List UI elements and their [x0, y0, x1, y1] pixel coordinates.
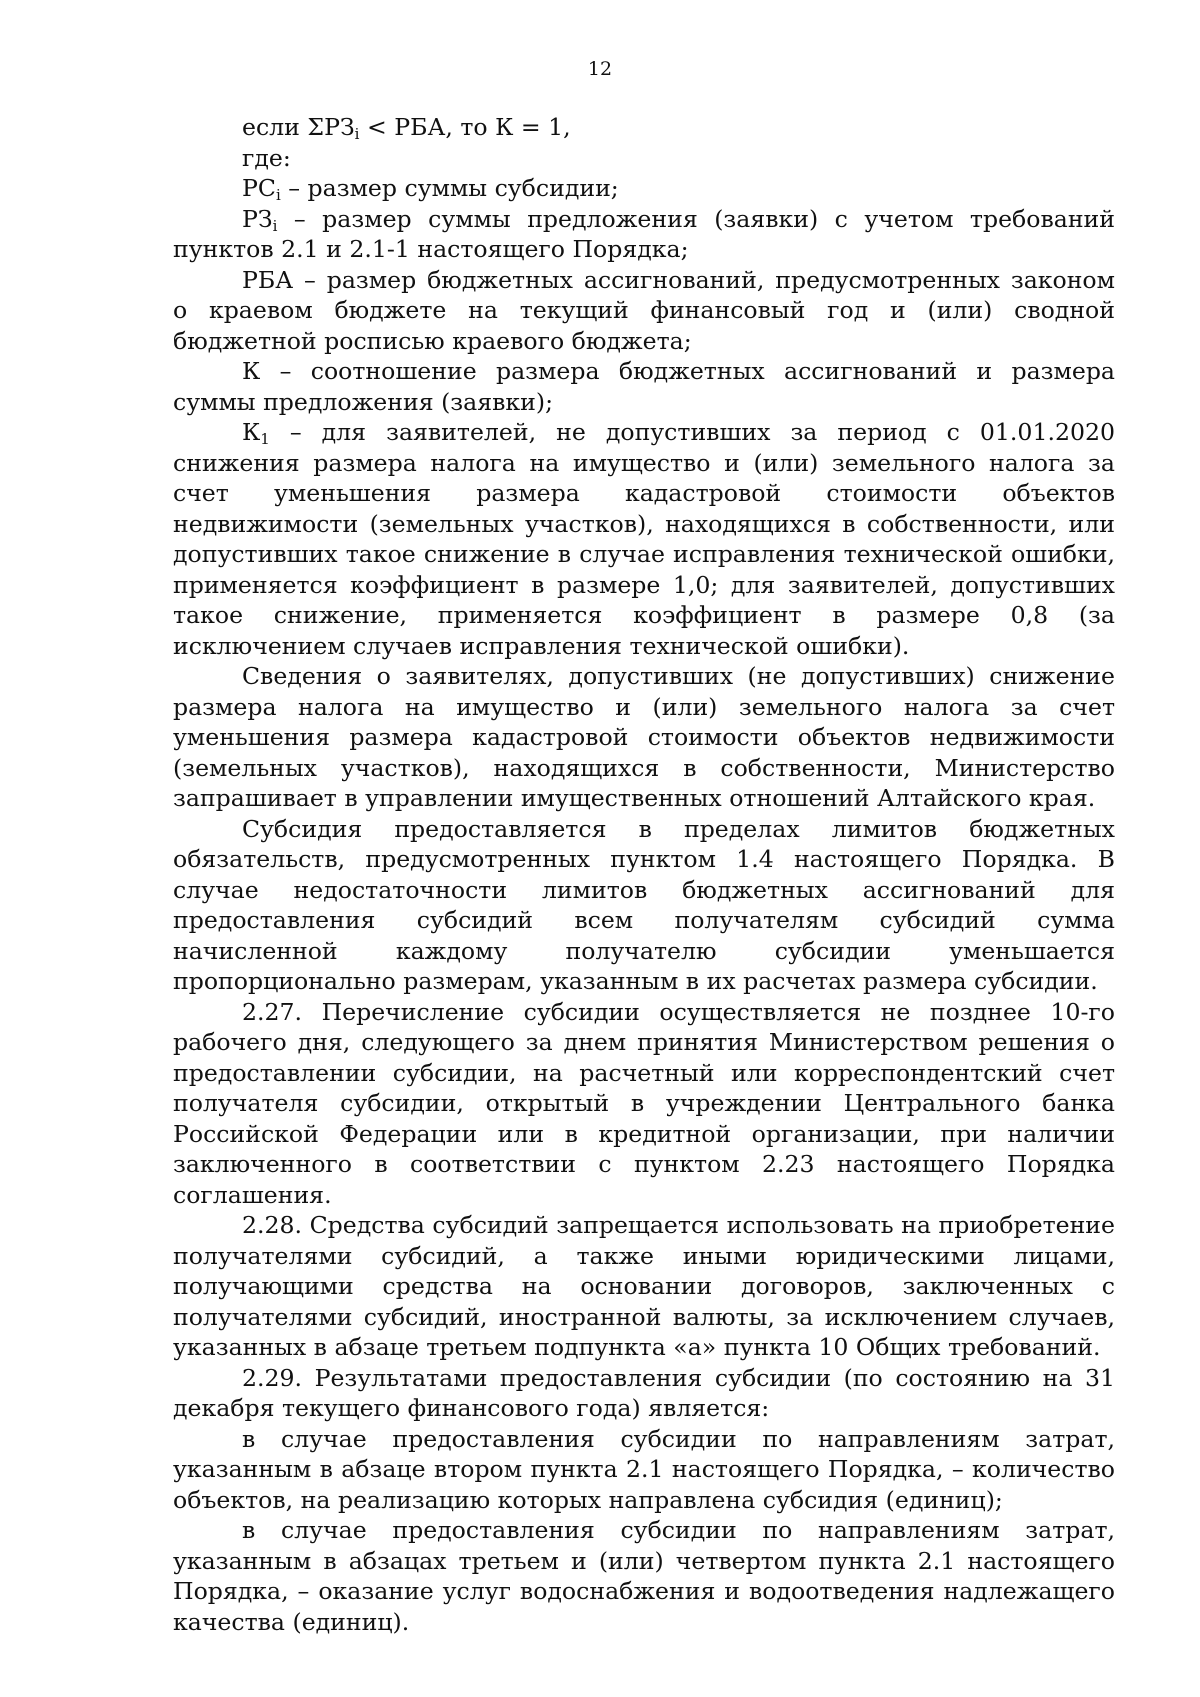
- definition-rba: РБА – размер бюджетных ассигнований, предусмотренных законом о краевом бюджете на текущий финансовый год и (или) сводной бюджетной росписью краевого бюджета;: [173, 265, 1115, 355]
- rz-symbol: РЗ: [242, 204, 273, 233]
- definition-rz: [173, 204, 1115, 265]
- paragraph-info: Сведения о заявителях, допустивших (не допустивших) снижение размера налога на имущество и (или) земельного налога за счет уменьшения размера кадастровой стоимости объектов недвижимости (земельных участков), находящихся в собственности, Министерство запрашивает в управлении имущественных отношений Алтайского края.: [173, 662, 1115, 812]
- rs-symbol: РС: [242, 174, 276, 202]
- definition-rs: [173, 173, 1115, 204]
- rs-subscript: i: [275, 186, 281, 204]
- formula-prefix: если ΣРЗ: [242, 113, 355, 141]
- paragraph-2-28: 2.28. Средства субсидий запрещается использовать на приобретение получателями субсидий, а также иными юридическими лицами, получающими средства на основании договоров, заключенных с получателями субсидий, иностранной валюты, за исключением случаев, указанных в абзаце третьем подпункта «а» пункта 10 Общих требований.: [173, 1211, 1115, 1361]
- where-label: где:: [242, 143, 291, 172]
- formula-suffix: < РБА, то К = 1,: [359, 113, 571, 141]
- paragraph-case-2: в случае предоставления субсидии по направлениям затрат, указанным в абзацах третьем и (или) четвертом пункта 2.1 настоящего Порядка, – оказание услуг водоснабжения и водоотведения надлежащего качества (единиц).: [173, 1516, 1115, 1636]
- page-number: 12: [587, 58, 613, 80]
- rz-subscript: i: [272, 216, 278, 235]
- document-body: [173, 112, 1115, 1637]
- formula-subscript: i: [354, 125, 360, 143]
- rz-text: – размер суммы предложения (заявки) с учетом требований пунктов 2.1 и 2.1-1 настоящего Порядка;: [173, 204, 1115, 263]
- formula-line: [173, 112, 1115, 143]
- definition-k1: [173, 417, 1115, 661]
- paragraph-limits: Субсидия предоставляется в пределах лимитов бюджетных обязательств, предусмотренных пунктом 1.4 настоящего Порядка. В случае недостаточности лимитов бюджетных ассигнований для предоставления субсидий всем получателям субсидий сумма начисленной каждому получателю субсидии уменьшается пропорционально размерам, указанным в их расчетах размера субсидии.: [173, 814, 1115, 995]
- paragraph-2-29: 2.29. Результатами предоставления субсидии (по состоянию на 31 декабря текущего финансового года) является:: [173, 1363, 1115, 1422]
- paragraph-2-27: 2.27. Перечисление субсидии осуществляется не позднее 10-го рабочего дня, следующего за днем принятия Министерством решения о предоставлении субсидии, на расчетный или корреспондентский счет получателя субсидии, открытый в учреждении Центрального банка Российской Федерации или в кредитной организации, при наличии заключенного в соответствии с пунктом 2.23 настоящего Порядка соглашения.: [173, 997, 1115, 1209]
- k1-text: – для заявителей, не допустивших за период с 01.01.2020 снижения размера налога на имущество и (или) земельного налога за счет уменьшения размера кадастровой стоимости объектов недвижимости (земельных участков), находящихся в собственности, или допустивших такое снижение в случае исправления технической ошибки, применяется коэффициент в размере 1,0; для заявителей, допустивших такое снижение, применяется коэффициент в размере 0,8 (за исключением случаев исправления технической ошибки).: [173, 418, 1115, 660]
- paragraph-case-1: в случае предоставления субсидии по направлениям затрат, указанным в абзаце втором пункта 2.1 настоящего Порядка, – количество объектов, на реализацию которых направлена субсидия (единиц);: [173, 1424, 1115, 1514]
- k1-subscript: 1: [260, 430, 270, 448]
- k1-symbol: К: [242, 418, 261, 446]
- definition-k: К – соотношение размера бюджетных ассигнований и размера суммы предложения (заявки);: [173, 357, 1115, 416]
- rs-text: – размер суммы субсидии;: [280, 174, 619, 202]
